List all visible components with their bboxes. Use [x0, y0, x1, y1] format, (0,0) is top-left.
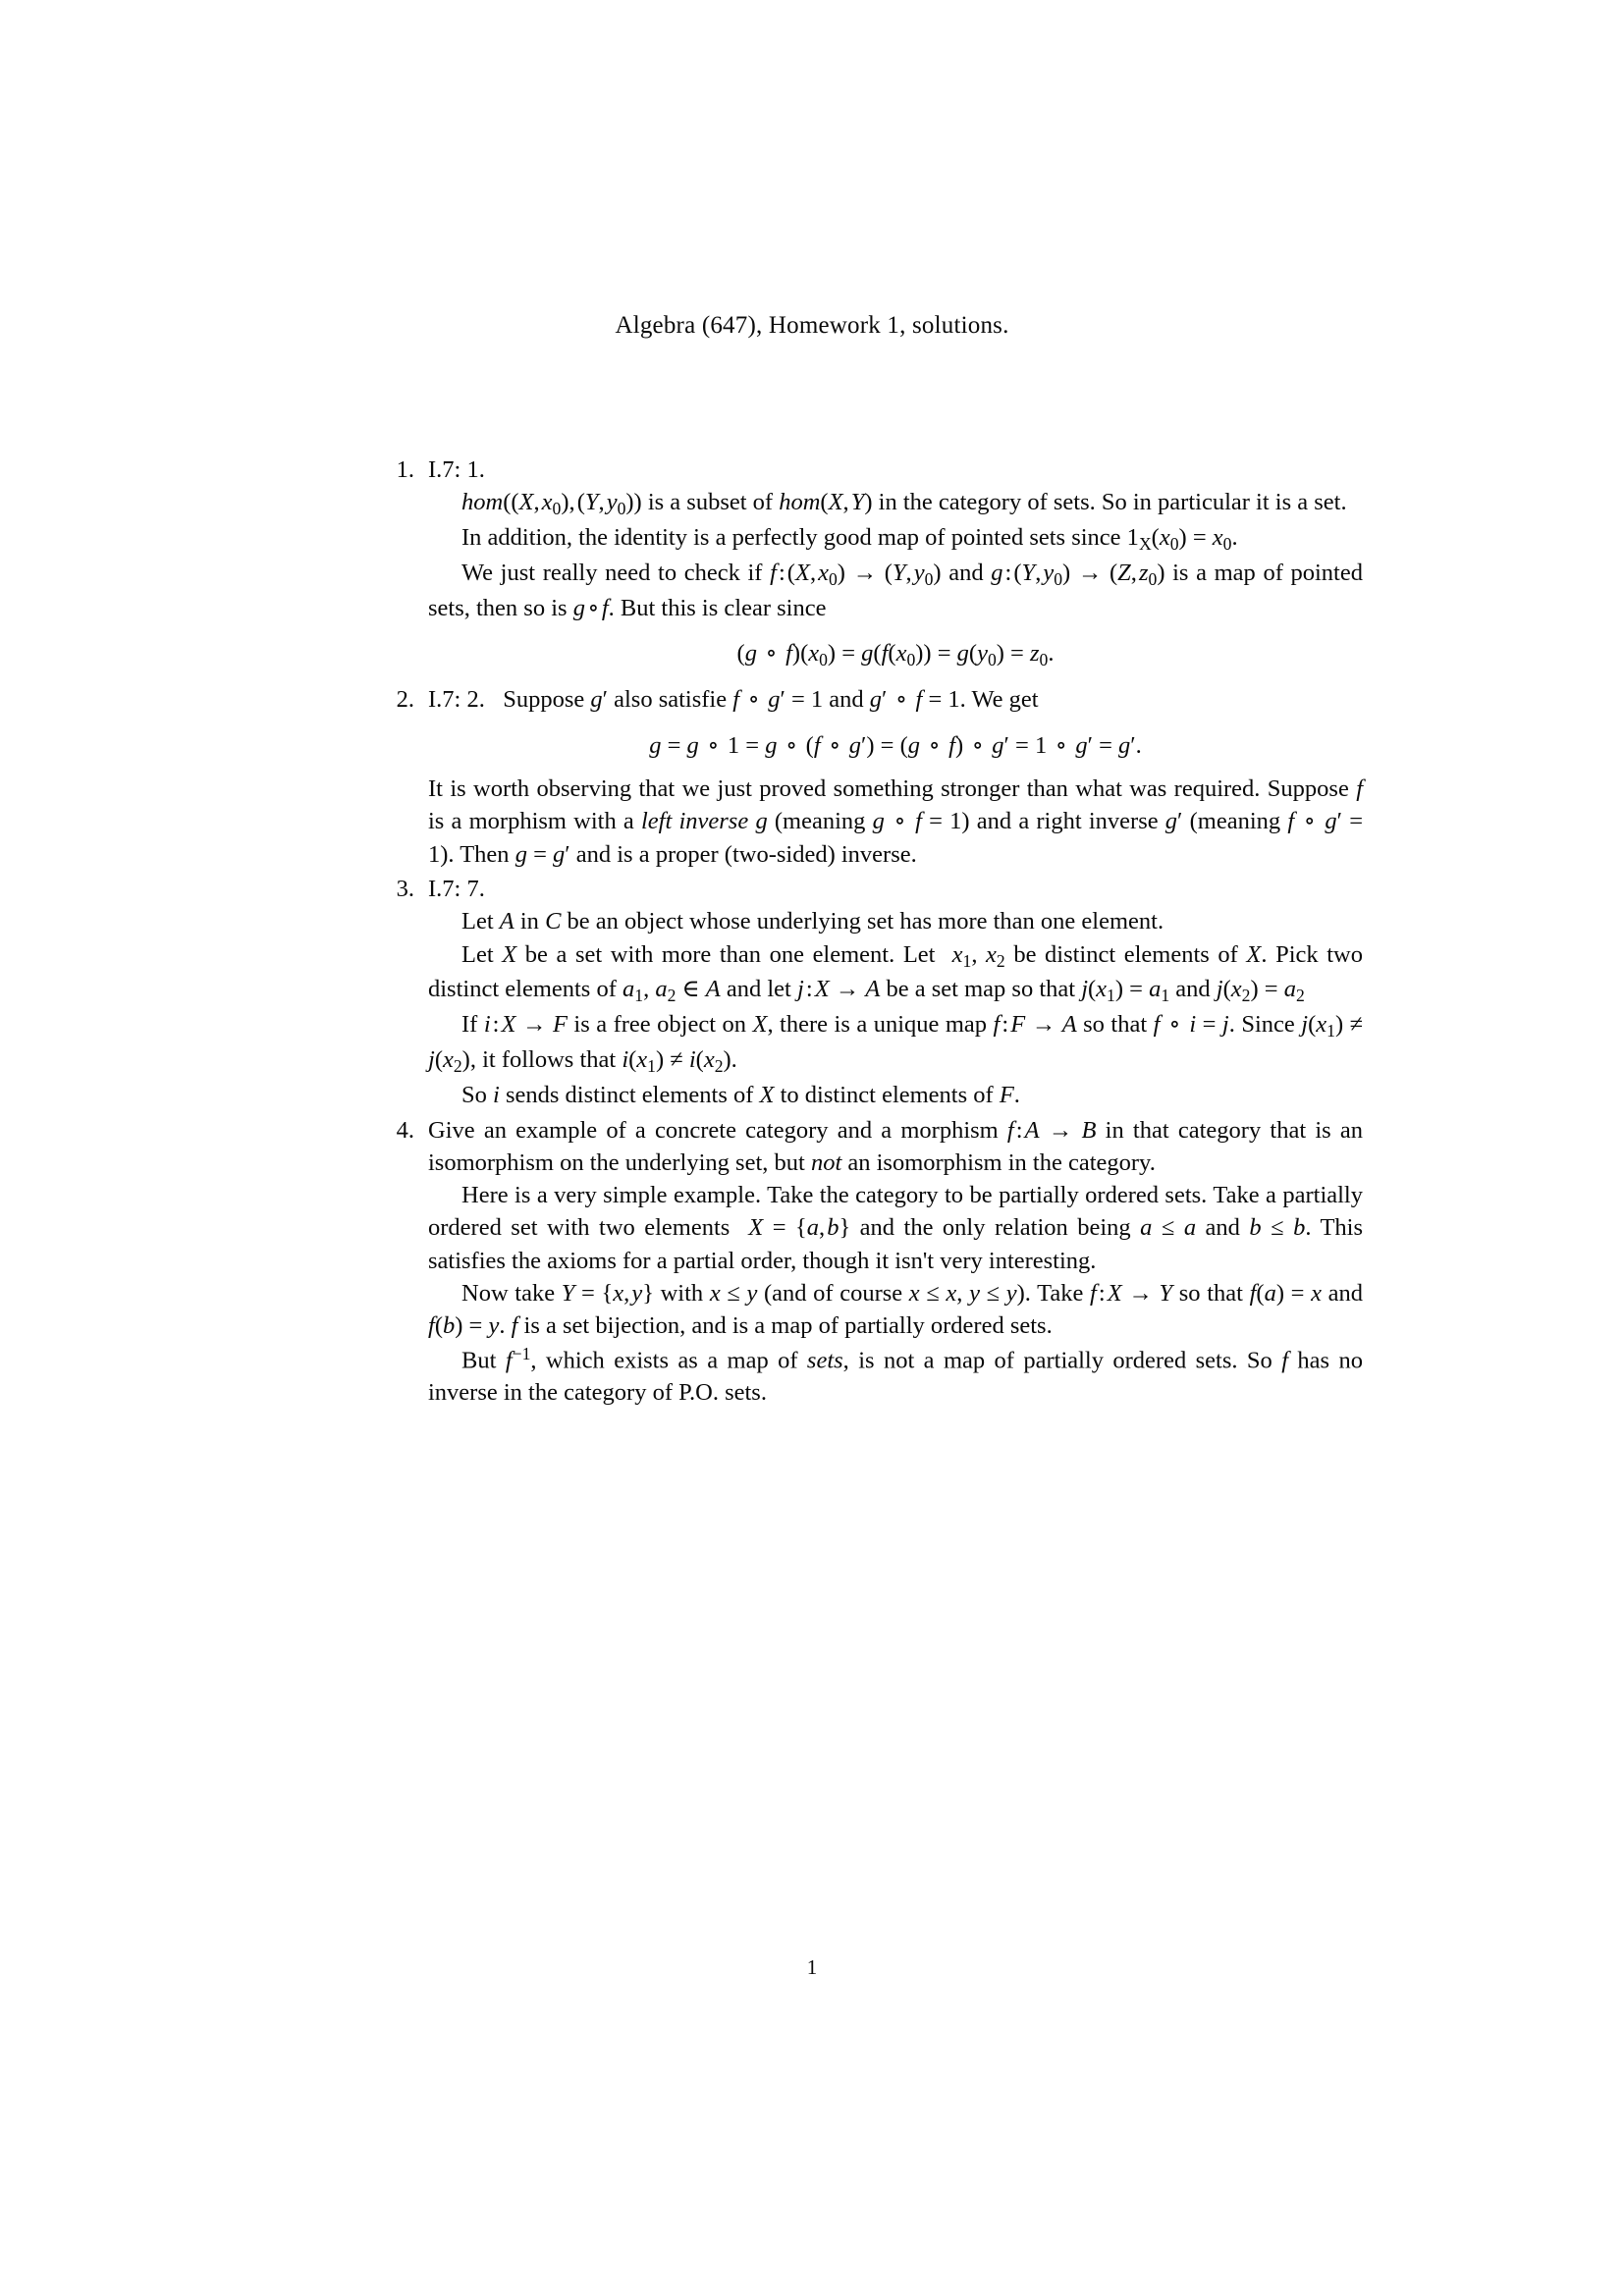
item-paragraph: Here is a very simple example. Take the category to be partially ordered sets. Take a partially ordered set with two elements X = {a, b} and the only relation being a ≤ a and b ≤ b. This satisfies the axioms for a partial order, though it isn't very interesting.	[428, 1182, 1364, 1274]
item-paragraph: Give an example of a concrete category and a morphism f : A → B in that category that is an isomorphism on the underlying set, but not an isomorphism in the category.	[428, 1116, 1364, 1176]
item-heading-label: I.7: 2.	[428, 686, 485, 714]
item-heading: I.7: 1.	[428, 456, 485, 483]
solutions-list	[381, 454, 1363, 1410]
item-paragraph: In addition, the identity is a perfectly good map of pointed sets since $1_X(x_0) = x_0$.	[461, 524, 1238, 555]
list-item	[381, 683, 1363, 871]
list-item	[381, 1114, 1363, 1410]
display-equation: g = g ∘ 1 = g ∘ (f ∘ g′) = (g ∘ f) ∘ g′ = 1 ∘ g′ = g′.	[649, 731, 1142, 759]
list-item	[381, 873, 1363, 1112]
item-paragraph: But $f^{-1}$, which exists as a map of sets, is not a map of partially ordered sets. So f has no inverse in the category of P.O. sets.	[428, 1343, 1363, 1407]
solutions-body	[381, 454, 1363, 1412]
item-marker: 2.	[396, 686, 414, 714]
item-marker: 1.	[396, 456, 414, 483]
item-marker: 4.	[396, 1116, 414, 1144]
item-heading-lead: I.7: 2. Suppose g′ also satisfie f ∘ g′ = 1 and g′ ∘ f = 1. We get	[428, 686, 1039, 714]
list-item	[381, 454, 1363, 672]
item-paragraph: Now take Y = {x, y} with x ≤ y (and of course x ≤ x, y ≤ y). Take f : X → Y so that f(a) = x and f(b) = y. f is a set bijection, and is a map of partially ordered sets.	[428, 1280, 1364, 1340]
item-paragraph: Let X be a set with more than one element. Let $x_1$, $x_2$ be distinct elements of X. Pick two distinct elements of $a_1$, $a_2$ ∈ A and let j : X → A be a set map so that $j(x_1) = a_1$ and $j(x_2) = a_2$	[428, 940, 1363, 1006]
item-paragraph: Let A in C be an object whose underlying set has more than one element.	[461, 908, 1164, 935]
page-title: Algebra (647), Homework 1, solutions.	[615, 312, 1009, 339]
page-number: 1	[806, 1955, 818, 1979]
item-paragraph: We just really need to check if f : (X, $x_0) \to (Y$, $y_0$) and g : (Y, $y_0) \to (Z$, $z_0$) is a map of pointed sets, then so is g∘f. But this is clear since	[428, 560, 1363, 622]
item-paragraph: So i sends distinct elements of X to distinct elements of F.	[461, 1082, 1020, 1109]
item-heading: I.7: 7.	[428, 875, 485, 902]
item-paragraph: If i : X → F is a free object on X, there is a unique map f : F → A so that f ∘ i = j. Since $j(x_1) \ne j(x_2)$, it follows that $i(x_1) \ne i(x_2)$.	[428, 1011, 1364, 1077]
display-equation: (g ∘ $f)(x_0) = g(f(x_0)) = g(y_0) = z_0$.	[736, 640, 1055, 670]
item-paragraph: hom((X, $x_0$), (Y, $y_0$)) is a subset of hom(X, Y) in the category of sets. So in particular it is a set.	[461, 489, 1347, 519]
item-marker: 3.	[396, 875, 414, 902]
item-paragraph: It is worth observing that we just proved something stronger than what was required. Suppose f is a morphism with a left inverse g (meaning g ∘ f = 1) and a right inverse g′ (meaning f ∘ g′ = 1). Then g = g′ and is a proper (two-sided) inverse.	[428, 774, 1364, 868]
